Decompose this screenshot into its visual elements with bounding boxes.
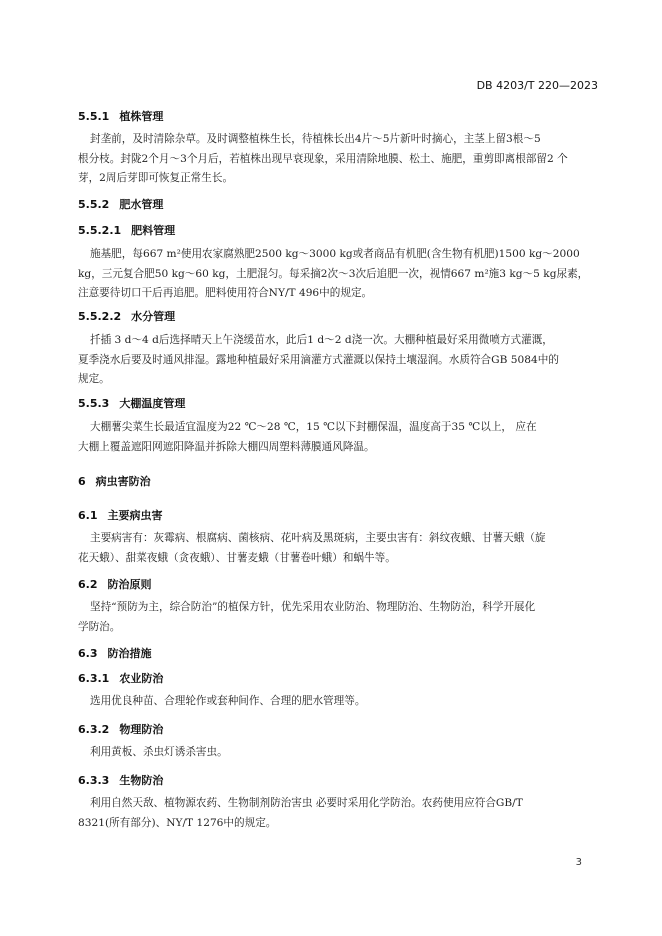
section-title: 防治措施 (107, 647, 152, 660)
section-heading-5-5-3 (78, 395, 185, 411)
section-heading-5-5-1 (78, 108, 163, 124)
paragraph-line: 学防治。 (78, 620, 121, 633)
section-heading-5-5-2-1 (78, 222, 175, 238)
paragraph-5-5-2-1 (78, 245, 598, 304)
paragraph-6-3-1 (78, 692, 598, 712)
section-title: 防治原则 (107, 578, 152, 591)
section-heading-5-5-2-2 (78, 308, 175, 324)
paragraph-5-5-3 (78, 418, 598, 457)
paragraph-6-1 (78, 529, 598, 568)
section-number: 6.3.2 (78, 723, 110, 736)
section-title: 农业防治 (119, 672, 164, 685)
section-number: 6 (78, 475, 86, 488)
section-title: 肥水管理 (119, 198, 164, 211)
paragraph-5-5-2-2 (78, 331, 598, 390)
paragraph-line: 施基肥，每667 m²使用农家腐熟肥2500 kg～3000 kg或者商品有机肥(含生物有机肥)1500 kg～2000 (90, 248, 580, 260)
section-heading-6-2 (78, 576, 152, 592)
paragraph-6-3-3 (78, 794, 598, 833)
section-title: 主要病虫害 (107, 509, 163, 522)
paragraph-line: kg，三元复合肥50 kg～60 kg，土肥混匀。每采摘2次～3次后追肥一次，视情667 m²施3 kg～5 kg尿素， (78, 267, 589, 280)
section-heading-6-3-1 (78, 670, 163, 686)
section-title: 病虫害防治 (95, 475, 151, 488)
section-heading-6-1 (78, 507, 163, 523)
paragraph-line: 根分枝。封陇2个月～3个月后，若植株出现早衰现象，采用清除地膜、松土、施肥，重剪即离根部留2 个 (78, 152, 568, 165)
paragraph-line: 利用自然天敌、植物源农药、生物制剂防治害虫 必要时采用化学防治。农药使用应符合GB/T (90, 797, 523, 809)
paragraph-6-3-2 (78, 743, 598, 763)
paragraph-line: 封垄前，及时清除杂草。及时调整植株生长，待植株长出4片～5片新叶时摘心，主茎上留3根～5 (90, 133, 541, 145)
section-title: 肥料管理 (131, 224, 176, 237)
document-code: DB 4203/T 220—2023 (476, 79, 598, 92)
section-number: 5.5.2 (78, 198, 110, 211)
section-number: 6.3.3 (78, 774, 110, 787)
paragraph-line: 大棚薯尖菜生长最适宜温度为22 ℃～28 ℃，15 ℃以下封棚保温，温度高于35 ℃以上， 应在 (90, 421, 537, 433)
paragraph-line: 花天蛾）、甜菜夜蛾（贪夜蛾）、甘薯麦蛾（甘薯卷叶蛾）和蜗牛等。 (78, 551, 396, 564)
paragraph-line: 注意要待切口干后再追肥。肥料使用符合NY/T 496中的规定。 (78, 287, 373, 299)
section-title: 植株管理 (119, 110, 164, 123)
section-heading-6-3-3 (78, 772, 163, 788)
paragraph-line: 选用优良种苗、合理轮作或套种间作、合理的肥水管理等。 (90, 695, 366, 707)
paragraph-5-5-1 (78, 130, 598, 189)
section-number: 6.3.1 (78, 672, 110, 685)
section-title: 大棚温度管理 (119, 397, 186, 410)
section-title: 生物防治 (119, 774, 164, 787)
page-number: 3 (575, 857, 582, 868)
section-number: 6.3 (78, 647, 98, 660)
paragraph-line: 扦插 3 d～4 d后选择晴天上午浇缓苗水，此后1 d～2 d浇一次。大棚种植最好采用微喷方式灌溉， (90, 334, 553, 346)
section-number: 6.2 (78, 578, 98, 591)
section-title: 水分管理 (131, 310, 176, 323)
paragraph-line: 坚持“预防为主，综合防治”的植保方针，优先采用农业防治、物理防治、生物防治，科学开展化 (90, 601, 536, 613)
paragraph-line: 规定。 (78, 373, 110, 385)
section-title: 物理防治 (119, 723, 164, 736)
section-number: 6.1 (78, 509, 98, 522)
section-number: 5.5.3 (78, 397, 110, 410)
section-number: 5.5.2.1 (78, 224, 122, 237)
paragraph-line: 芽，2周后芽即可恢复正常生长。 (78, 172, 234, 184)
section-heading-6-3-2 (78, 721, 163, 737)
section-number: 5.5.2.2 (78, 310, 122, 323)
paragraph-6-2 (78, 598, 598, 637)
paragraph-line: 8321(所有部分)、NY/T 1276中的规定。 (78, 816, 277, 829)
paragraph-line: 利用黄板、杀虫灯诱杀害虫。 (90, 746, 228, 758)
section-number: 5.5.1 (78, 110, 110, 123)
section-heading-6 (78, 473, 151, 489)
paragraph-line: 主要病害有：灰霉病、根腐病、菌核病、花叶病及黑斑病，主要虫害有：斜纹夜蛾、甘薯天蛾（旋 (90, 532, 546, 544)
paragraph-line: 大棚上覆盖遮阳网遮阳降温并拆除大棚四周塑料薄膜通风降温。 (78, 440, 375, 453)
section-heading-6-3 (78, 645, 152, 661)
paragraph-line: 夏季浇水后要及时通风排湿。露地种植最好采用滴灌方式灌溉以保持土壤湿润。水质符合GB 5084中的 (78, 353, 559, 366)
section-heading-5-5-2 (78, 196, 163, 212)
